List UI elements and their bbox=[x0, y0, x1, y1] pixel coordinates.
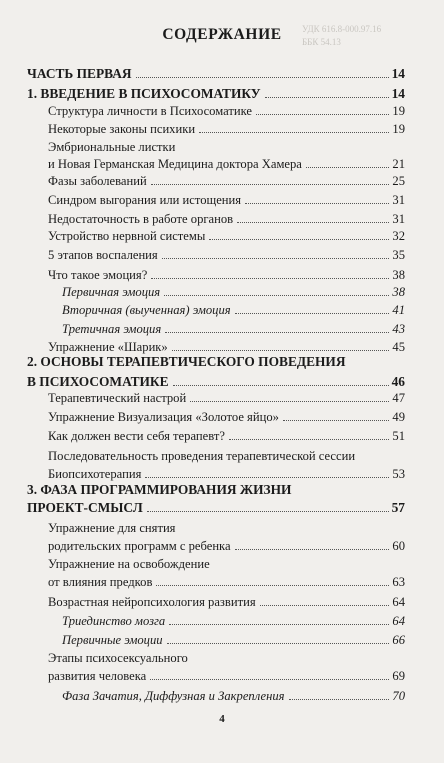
leader-dots bbox=[245, 203, 389, 204]
toc-entry bbox=[48, 406, 405, 426]
toc-entry bbox=[48, 387, 405, 407]
leader-dots bbox=[162, 258, 390, 259]
leader-dots bbox=[165, 332, 389, 333]
toc-entry-title: Вторичная (выученная) эмоция bbox=[62, 303, 231, 318]
toc-entry-title: Триединство мозга bbox=[62, 614, 166, 629]
toc-entry-title: ЧАСТЬ ПЕРВАЯ bbox=[27, 66, 132, 82]
toc-entry-title: Первичные эмоции bbox=[62, 633, 163, 648]
toc-entry bbox=[27, 63, 405, 83]
toc-entry bbox=[62, 685, 405, 705]
toc-entry bbox=[48, 118, 405, 138]
toc-entry bbox=[48, 591, 405, 611]
toc-entry-title: Синдром выгорания или истощения bbox=[48, 193, 242, 208]
toc-page-number: 21 bbox=[392, 157, 405, 172]
toc-page-number: 53 bbox=[392, 467, 405, 482]
leader-dots bbox=[136, 77, 389, 78]
leader-dots bbox=[283, 420, 389, 421]
toc-entry bbox=[48, 100, 405, 120]
toc-entry-line: Этапы психосексуального bbox=[48, 651, 188, 665]
toc-entry bbox=[48, 665, 405, 685]
toc-page-number: 70 bbox=[392, 689, 405, 704]
leader-dots bbox=[229, 439, 389, 440]
toc-page-number: 32 bbox=[392, 229, 405, 244]
toc-entry-line: Упражнение для снятия bbox=[48, 521, 176, 535]
leader-dots bbox=[235, 549, 390, 550]
leader-dots bbox=[151, 184, 390, 185]
toc-page-number: 38 bbox=[392, 285, 405, 300]
toc-entry bbox=[62, 318, 405, 338]
leader-dots bbox=[256, 114, 389, 115]
toc-page-number: 63 bbox=[392, 575, 405, 590]
toc-page-number: 14 bbox=[391, 86, 405, 102]
toc-entry bbox=[48, 225, 405, 245]
toc-entry bbox=[48, 571, 405, 591]
toc-page-number: 43 bbox=[392, 322, 405, 337]
toc-page-number: 14 bbox=[391, 66, 405, 82]
toc-entry-title: Первичная эмоция bbox=[62, 285, 161, 300]
toc-page-number: 64 bbox=[392, 595, 405, 610]
toc-page-number: 19 bbox=[392, 104, 405, 119]
toc-entry-title: В ПСИХОСОМАТИКЕ bbox=[27, 374, 169, 390]
leader-dots bbox=[156, 585, 389, 586]
toc-entry-title: Третичная эмоция bbox=[62, 322, 162, 337]
leader-dots bbox=[190, 401, 389, 402]
toc-page-number: 60 bbox=[392, 539, 405, 554]
bleed-through-text: ББК 54.13 bbox=[302, 37, 341, 47]
toc-page-number: 41 bbox=[392, 303, 405, 318]
toc-entry-title: и Новая Германская Медицина доктора Хамера bbox=[48, 157, 302, 172]
toc-entry-line: 2. ОСНОВЫ ТЕРАПЕВТИЧЕСКОГО ПОВЕДЕНИЯ bbox=[27, 354, 346, 369]
toc-page-number: 49 bbox=[392, 410, 405, 425]
toc-entry bbox=[48, 170, 405, 190]
leader-dots bbox=[173, 385, 389, 386]
toc-page-number: 25 bbox=[392, 174, 405, 189]
toc-entry-title: Фаза Зачатия, Диффузная и Закрепления bbox=[62, 689, 285, 704]
toc-entry-title: ПРОЕКТ-СМЫСЛ bbox=[27, 500, 143, 516]
leader-dots bbox=[235, 313, 390, 314]
toc-entry-line: 3. ФАЗА ПРОГРАММИРОВАНИЯ ЖИЗНИ bbox=[27, 482, 292, 497]
toc-entry bbox=[62, 299, 405, 319]
leader-dots bbox=[306, 167, 390, 168]
toc-entry bbox=[62, 629, 405, 649]
leader-dots bbox=[164, 295, 389, 296]
page-title: СОДЕРЖАНИЕ bbox=[162, 26, 282, 43]
toc-page-number: 45 bbox=[392, 340, 405, 355]
toc-entry-title: Фазы заболеваний bbox=[48, 174, 147, 189]
leader-dots bbox=[209, 239, 389, 240]
toc-entry-title: Биопсихотерапия bbox=[48, 467, 142, 482]
leader-dots bbox=[237, 222, 389, 223]
toc-entry-line: Эмбриональные листки bbox=[48, 140, 176, 154]
toc-entry-line: Последовательность проведения терапевтической сессии bbox=[48, 449, 356, 463]
toc-page-number: 19 bbox=[392, 122, 405, 137]
toc-entry-title: Упражнение «Шарик» bbox=[48, 340, 168, 355]
toc-page-number: 57 bbox=[391, 500, 405, 516]
toc-entry bbox=[48, 189, 405, 209]
leader-dots bbox=[150, 679, 389, 680]
toc-entry-title: Как должен вести себя терапевт? bbox=[48, 429, 225, 444]
toc-entry bbox=[62, 610, 405, 630]
toc-page-number: 38 bbox=[392, 268, 405, 283]
toc-entry bbox=[62, 281, 405, 301]
toc-entry-title: Возрастная нейропсихология развития bbox=[48, 595, 256, 610]
toc-entry-title: Упражнение Визуализация «Золотое яйцо» bbox=[48, 410, 279, 425]
toc-entry bbox=[27, 497, 405, 517]
toc-entry bbox=[48, 535, 405, 555]
toc-entry-title: Некоторые законы психики bbox=[48, 122, 196, 137]
leader-dots bbox=[145, 477, 389, 478]
leader-dots bbox=[167, 643, 390, 644]
leader-dots bbox=[147, 511, 389, 512]
toc-page-number: 66 bbox=[392, 633, 405, 648]
toc-entry bbox=[48, 244, 405, 264]
toc-entry-title: от влияния предков bbox=[48, 575, 153, 590]
leader-dots bbox=[199, 132, 389, 133]
toc-entry-title: Терапевтический настрой bbox=[48, 391, 187, 406]
toc-entry-title: развития человека bbox=[48, 669, 147, 684]
leader-dots bbox=[260, 605, 390, 606]
bleed-through-text: УДК 616.8-000.97.16 bbox=[302, 24, 382, 34]
toc-entry-title: 1. ВВЕДЕНИЕ В ПСИХОСОМАТИКУ bbox=[27, 86, 261, 102]
toc-entry-title: Структура личности в Психосоматике bbox=[48, 104, 253, 119]
toc-entry-title: Что такое эмоция? bbox=[48, 268, 148, 283]
toc-entry bbox=[48, 425, 405, 445]
leader-dots bbox=[289, 699, 390, 700]
toc-entry-title: Устройство нервной системы bbox=[48, 229, 206, 244]
toc-entry bbox=[48, 463, 405, 483]
toc-page-number: 51 bbox=[392, 429, 405, 444]
toc-page-number: 35 bbox=[392, 248, 405, 263]
leader-dots bbox=[172, 350, 390, 351]
toc-page-number: 47 bbox=[392, 391, 405, 406]
page-number: 4 bbox=[219, 713, 225, 725]
toc-entry-title: Недостаточность в работе органов bbox=[48, 212, 234, 227]
toc-page-number: 69 bbox=[392, 669, 405, 684]
leader-dots bbox=[265, 97, 389, 98]
toc-entry-title: 5 этапов воспаления bbox=[48, 248, 158, 263]
toc-entry-title: родительских программ с ребенка bbox=[48, 539, 231, 554]
toc-page-number: 64 bbox=[392, 614, 405, 629]
toc-page-number: 46 bbox=[391, 374, 405, 390]
toc-page-number: 31 bbox=[392, 212, 405, 227]
toc-page-number: 31 bbox=[392, 193, 405, 208]
leader-dots bbox=[151, 278, 389, 279]
toc-entry-line: Упражнение на освобождение bbox=[48, 557, 210, 571]
leader-dots bbox=[169, 624, 389, 625]
